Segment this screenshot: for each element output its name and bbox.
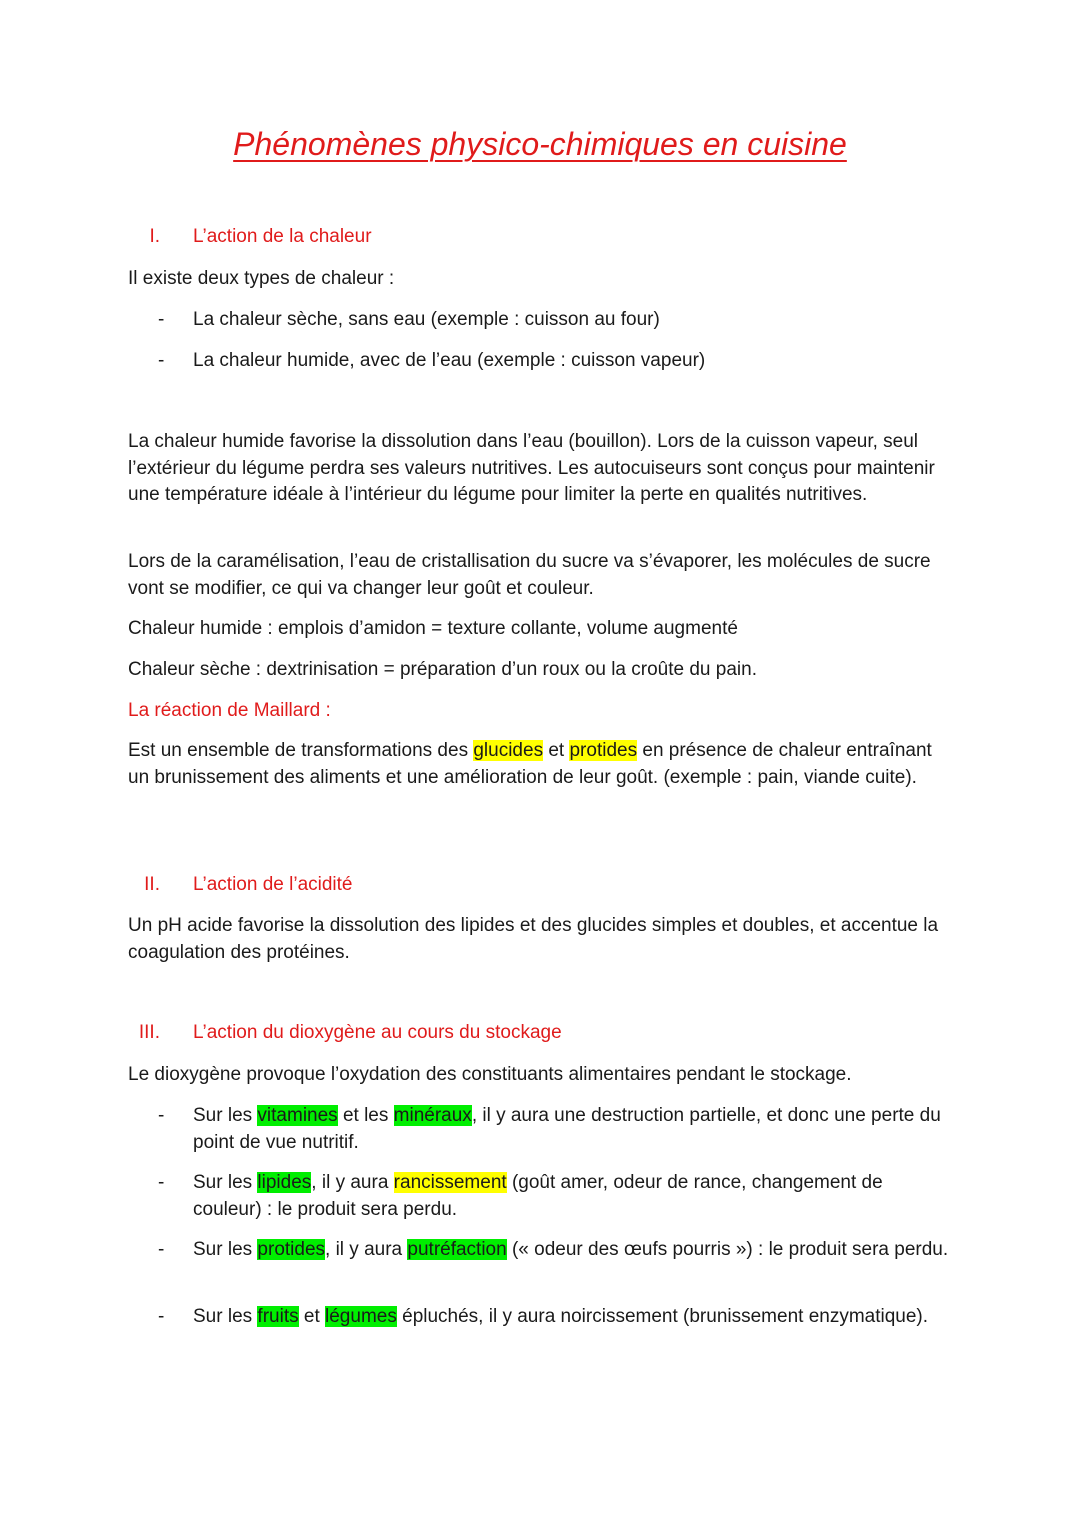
section-title: L’action de l’acidité [193, 874, 353, 895]
highlight-rancissement: rancissement [393, 1172, 507, 1193]
section-number: III. [138, 1022, 160, 1043]
bullet-dash: - [158, 1105, 165, 1126]
highlight-legumes: légumes [325, 1306, 397, 1327]
bullet-dash: - [158, 1306, 165, 1327]
section-number: II. [144, 874, 160, 895]
section-title: L’action du dioxygène au cours du stockage [193, 1022, 562, 1043]
highlight-glucides: glucides [473, 740, 544, 761]
paragraph-intro-heat: Il existe deux types de chaleur : [128, 268, 395, 289]
paragraph-caramelisation: Lors de la caramélisation, l’eau de cristallisation du sucre va s’évaporer, les molécules de sucre vont se modifier, ce qui va changer leur goût et couleur. [128, 551, 931, 599]
highlight-mineraux: minéraux [393, 1105, 472, 1126]
list-item-text: Sur les protides, il y aura putréfaction (« odeur des œufs pourris ») : le produit sera perdu. [193, 1239, 949, 1260]
paragraph-humid-starch: Chaleur humide : emplois d’amidon = texture collante, volume augmenté [128, 618, 738, 639]
maillard-heading: La réaction de Maillard : [128, 700, 331, 721]
highlight-protides: protides [569, 740, 638, 761]
highlight-fruits: fruits [257, 1306, 299, 1327]
list-item-text: La chaleur sèche, sans eau (exemple : cuisson au four) [193, 309, 660, 330]
paragraph-maillard: Est un ensemble de transformations des glucides et protides en présence de chaleur entraînant un brunissement des aliments et une amélioration de leur goût. (exemple : pain, viande cuite). [128, 740, 932, 788]
paragraph-humid-heat: La chaleur humide favorise la dissolution dans l’eau (bouillon). Lors de la cuisson vapeur, seul l’extérieur du légume perdra ses valeurs nutritives. Les autocuiseurs sont conçus pour maintenir une température idéale à l’intérieur du légume pour limiter la perte en qualités nutritives. [128, 431, 935, 505]
section-number: I. [149, 226, 160, 247]
section-title: L’action de la chaleur [193, 226, 372, 247]
paragraph-dry-dextrin: Chaleur sèche : dextrinisation = préparation d’un roux ou la croûte du pain. [128, 659, 757, 680]
bullet-dash: - [158, 1172, 165, 1193]
list-item-text: La chaleur humide, avec de l’eau (exemple : cuisson vapeur) [193, 350, 706, 371]
highlight-putrefaction: putréfaction [407, 1239, 507, 1260]
highlight-lipides: lipides [257, 1172, 312, 1193]
list-item-text: Sur les fruits et légumes épluchés, il y aura noircissement (brunissement enzymatique). [193, 1306, 929, 1327]
paragraph-oxygen-intro: Le dioxygène provoque l’oxydation des constituants alimentaires pendant le stockage. [128, 1064, 852, 1085]
list-item-text: Sur les lipides, il y aura rancissement (goût amer, odeur de rance, changement de couleur) : le produit sera perdu. [193, 1172, 883, 1220]
bullet-dash: - [158, 1239, 165, 1260]
page-title: Phénomènes physico-chimiques en cuisine [233, 126, 847, 162]
highlight-protides: protides [257, 1239, 326, 1260]
list-item-text: Sur les vitamines et les minéraux, il y aura une destruction partielle, et donc une perte du point de vue nutritif. [193, 1105, 941, 1153]
paragraph-acidity: Un pH acide favorise la dissolution des lipides et des glucides simples et doubles, et accentue la coagulation des protéines. [128, 915, 939, 963]
bullet-dash: - [158, 350, 165, 371]
highlight-vitamines: vitamines [257, 1105, 338, 1126]
bullet-dash: - [158, 309, 165, 330]
